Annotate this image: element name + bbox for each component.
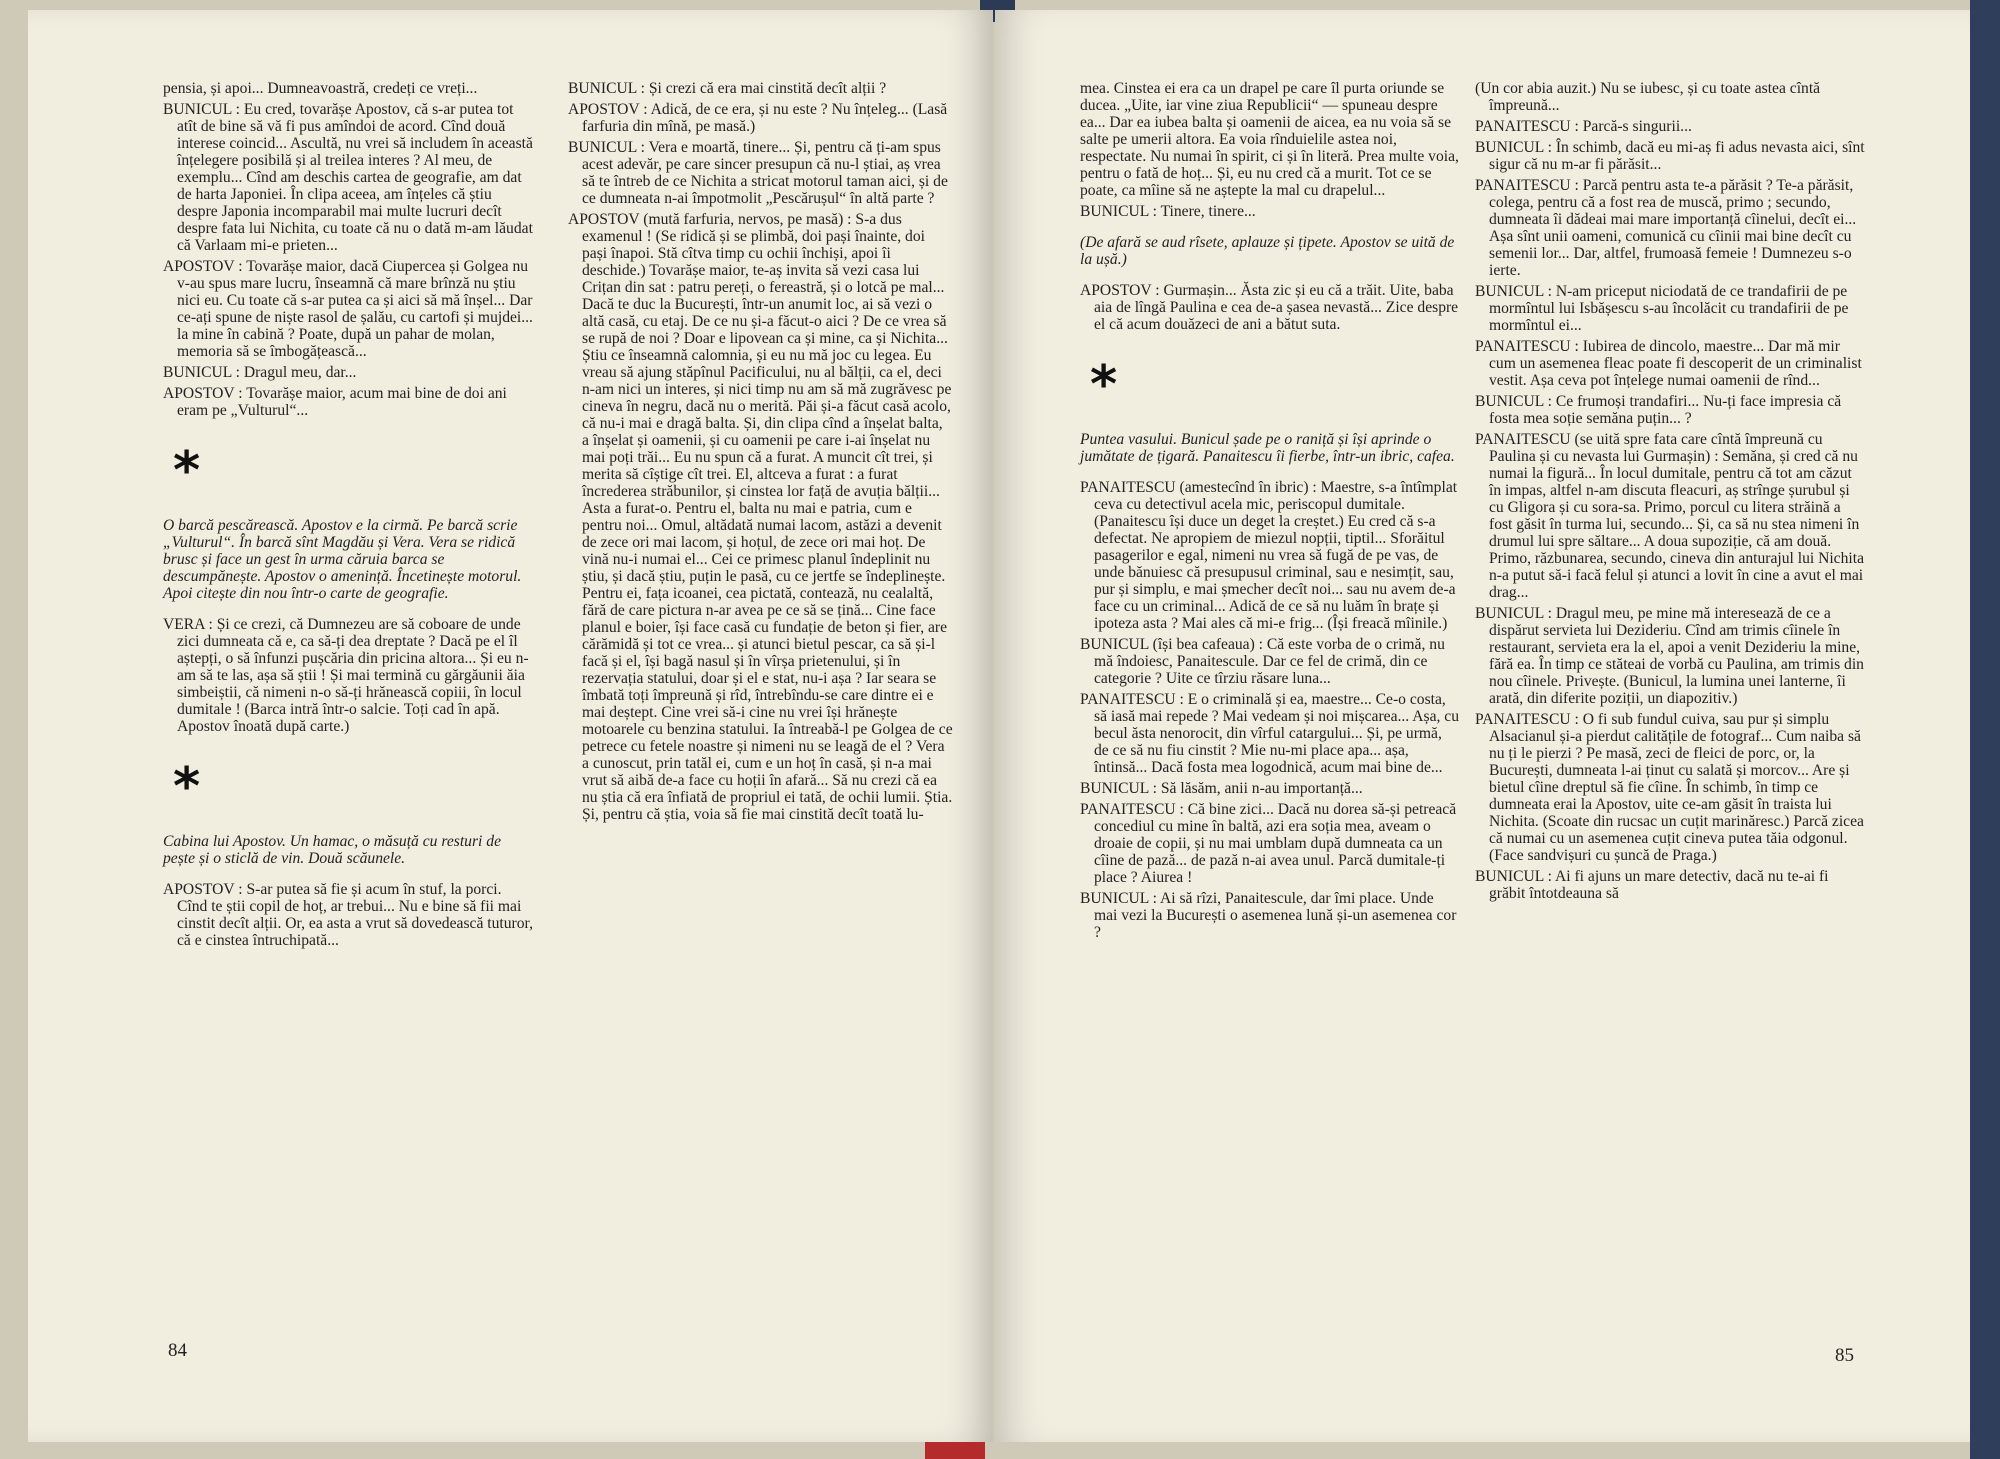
dialogue-line: PANAITESCU : Parcă pentru asta te-a părăsit ? Te-a părăsit, colega, pentru că a fost rea de muscă, primo ; secundo, dumneata îi dădeai mai mare importanță cîinelui, decît ei... Așa sînt unii oameni, comunică cu cîinii mai bine decît cu semenii lor... Dar, altfel, frumoasă femeie ! Dumnezeu s-o ierte. xyxy=(1475,177,1857,279)
scene-break-asterisk: * xyxy=(173,757,201,817)
dialogue-line: PANAITESCU : E o criminală și ea, maestre... Ce-o costa, să iasă mai repede ? Mai vedeam și noi mișcarea... Așa, cu becul ăsta nenorocit, din vîrful catargului... Și, pe urmă, de ce să nu fiu cinstit ? Mie nu-mi place apa... așa, întinsă... Dacă fostа mea logodnică, acum mai bine de... xyxy=(1080,691,1460,776)
dialogue-line: BUNICUL : Ai să rîzi, Panaitescule, dar îmi place. Unde mai vezi la București o asemenea lună și-un asemenea cor ? xyxy=(1080,890,1457,941)
right-page xyxy=(995,10,1970,1442)
dialogue-line: BUNICUL (își bea cafeaua) : Că este vorba de o crimă, nu mă îndoiesc, Panaitescule. Dar ce fel de crimă, din ce categorie ? Uite ce tîrziu răsare luna... xyxy=(1080,636,1445,687)
left-page xyxy=(28,10,993,1442)
continuation-text: mea. Cinstea ei era ca un drapel pe care îl purta oriunde se ducea. „Uite, iar vine ziua Republicii“ — spuneau despre ea... Dar ea iubea balta și oamenii de aicea, ea nu voia să se salte pe umerii altora. Ea voia rînduielile astea noi, respectate. Nu numai în spirit, ci și în literă. Prea multe voia, pentru o fată de hoț... Și, eu nu cred că a murit. Tot ce se poate, ca mîine să ne așteptе la mal cu drapelul... xyxy=(1080,80,1459,199)
stage-direction: Puntea vasului. Bunicul șade pe o raniță și își aprinde o jumătate de țigară. Panaitescu îi fierbe, într-un ibric, cafea. xyxy=(1080,431,1455,465)
dialogue-line: PANAITESCU (amestecînd în ibric) : Maestre, s-a întîmplat ceva cu detectivul acela mic, periscopul dumitale. (Panaitescu își duce un deget la creștet.) Eu cred că s-a defectat. Ne apropiem de miezul nopții, tiptil... Sforăitul pasagerilor e egal, nimeni nu vrea să fugă de pe vas, de unde bănuiesc că presupusul criminal, sau e nesimțit, sau, pur și simplu, e mai șmecher decît noi... sau nu avem de-a face cu un criminal... Adică de ce să nu luăm în brațe și ipoteza asta ? Mai ales că mi-e frig... (Își freacă mîinile.) xyxy=(1080,479,1458,632)
book-cover-edge xyxy=(1970,0,2000,1459)
dialogue-line: VERA : Și ce crezi, că Dumnezeu are să coboare de unde zici dumneata că e, ca să-ți dea dreptate ? Dacă pe el îl aștepți, o să înfunzi pușcăria din pricina altora... Și eu n-am să te las, așa să știi ! Și mai termină cu gărgăunii ăia simbeiștii, că nimeni n-o să-ți hrănească copiii, în locul dumitale ! (Barca intră într-o salcie. Toți cad în apă. Apostov înoată după carte.) xyxy=(163,616,529,735)
stage-direction: (De afară se aud rîsete, aplauze și țipete. Apostov se uită de la ușă.) xyxy=(1080,234,1455,268)
scene-break-asterisk: * xyxy=(173,441,201,501)
right-page-column-2 xyxy=(1475,80,1865,906)
dialogue-line: BUNICUL : Tinere, tinere... xyxy=(1080,203,1256,220)
dialogue-line: (Un cor abia auzit.) Nu se iubesc, și cu toate astea cîntă împreună... xyxy=(1475,80,1821,114)
stage-direction: O barcă pescărească. Apostov e la cirmă. Pe barcă scrie „Vulturul“. În barcă sînt Magdău și Vera. Vera se ridică brusc și face un gest în urma căruia barca se descumpănește. Apostov o amenință. Încetinește motorul. Apoi citește din nou într-o carte de geografie. xyxy=(163,517,522,602)
scene-break-asterisk: * xyxy=(1090,355,1118,415)
dialogue-line: APOSTOV : Tovarășe maior, dacă Ciupercea și Golgea nu v-au spus mare lucru, înseamnă că mare brînză nu știu nici eu. Cu toate că s-ar putea ca și aici să mă înșel... Dar ce-ați spune de niște rasol de șalău, cu cartofi și mujdei... la mine în cabină ? Poate, după un pahar de molan, memoria să se îmbogățească... xyxy=(163,258,533,360)
dialogue-line: BUNICUL : Dragul meu, pe mine mă interesează de ce a dispărut servieta lui Dezideriu. Cînd am trimis cîinele în restaurant, servieta era la el, apoi a venit Dezideriu la mine, fără ea. În timp ce stăteai de vorbă cu Paulina, am trimis din nou cîinele. Privește. (Bunicul, la lumina unei lanterne, îi arată, din diferite poziții, un diapozitiv.) xyxy=(1475,605,1864,707)
dialogue-line: APOSTOV : S-ar putea să fie și acum în stuf, la porci. Cînd te știi copil de hoț, ar trebui... Nu e bine să fii mai cinstit decît alții. Or, ea asta a vrut să dovedească tuturor, că e cinstea întruchipată... xyxy=(163,881,533,949)
dialogue-line: PANAITESCU : Iubirea de dincolo, maestre... Dar mă mir cum un asemenea fleac poate fi descoperit de un criminalist vestit. Așa ceva pot înțelege numai oamenii de rînd... xyxy=(1475,338,1862,389)
stage-direction: Cabina lui Apostov. Un hamac, o măsuță cu resturi de pește și o sticlă de vin. Două scăunele. xyxy=(163,833,501,867)
page-number-right: 85 xyxy=(1835,1345,1854,1366)
dialogue-line: BUNICUL : Ce frumoși trandafiri... Nu-ți face impresia că fosta mea soție semăna puțin... ? xyxy=(1475,393,1842,427)
continuation-text: pensia, și apoi... Dumneavoastră, credeți ce vreți... xyxy=(163,80,478,97)
dialogue-line: PANAITESCU : Că bine zici... Dacă nu dorea să-și petreacă concediul cu mine în baltă, azi era soția mea, aveam o droaie de copii, și nu mai umblam după dumneata ca un cîine de pază... de pază n-ai avea unul. Parcă dumitale-ți place ? Aiurea ! xyxy=(1080,801,1457,886)
right-page-column-1 xyxy=(1080,80,1460,945)
dialogue-line: APOSTOV (mută farfuria, nervos, pe masă) : S-a dus examenul ! (Se ridică și se plimbă, doi pași înainte, doi pași înapoi. Stă cîtva timp cu ochii închiși, apoi îi deschide.) Tovarășe maior, te-aș invita să vezi casa lui Crițan din sat : patru pereți, o fereastră, și o lotcă pe mal... Dacă te duc la București, într-un anumit loc, ai să vezi o altă casă, cu etaj. De ce nu și-a făcut-o aici ? De ce vrea să se rupă de noi ? Doar e lipovean ca și mine, ca și Nichita... Știu ce înseamnă calomnia, și eu nu mă joc cu legea. Eu vreau să ajung stăpînul Pacificului, nu al bălții, ca el, deci n-am nici un interes, și nici timp nu am să mă zugrăvesc pe cineva în negru, dacă nu o merită. Păi și-a făcut casă acolo, că nu-i mai e dragă balta. Și, din clipa cînd a înșelat balta, a înșelat și oamenii, și cu oamenii pe care i-ai înșelat nu mai poți trăi... Eu nu spun că a furat. A muncit cît trei, și merita să cîștige cît trei. El, altceva a furat : a furat încrederea străbunilor, și cinstea lor față de avuția bălții... Asta a furat-o. Pentru el, balta nu mai e patria, cum e pentru noi... Omul, altădată numai lacom, astăzi a devenit de zece ori mai lacom, și hoțul, de zece ori mai hoț. De vină nu-i numai el... Cei ce primesc planul îndeplinit nu știu, și dacă știu, puțin le pasă, cu ce jertfe se îndeplinește. Pentru ei, fața icoanei, cea pictată, contează, nu cealaltă, fără de care pictura n-ar avea pe ce să se țină... Cine face planul e boier, își face casă cu fundație de beton și fier, are cărămidă și tot ce vrea... și atunci bietul pescar, ca să și-l facă și el, își bagă nasul și în vîrșa prietenului, și în rezervația statului, doar și el e stat, nu-i așa ? Iar seara se îmbată toți împreună și rîd, întrebîndu-se care dintre ei e mai deștept. Cine vrei să-i cine nu vrei își hrănește motoarele cu benzina statului. Ia întreabă-l pe Golgea de ce petrece cu fetele noastre și nimeni nu se leagă de el ? Vera a cunoscut, prin tatăl ei, cum e un hoț în casă, și n-a mai vrut să aibă de-a face cu hoții în afară... Să nu crezi că ea nu știa că era înfiată de propriul ei tată, de ochii lumii. Știa. Și, pentru că știa, voia să fie mai cinstită decît toată lu- xyxy=(568,211,953,823)
dialogue-line: PANAITESCU : Parcă-s singurii... xyxy=(1475,118,1692,135)
dialogue-line: BUNICUL : Eu cred, tovarășe Apostov, că s-ar putea tot atît de bine să vă fi pus amîndoi de acord. Cînd două interese coincid... Ascultă, nu vrei să includem în această înțelegere posibilă și al treilea interes ? Al meu, de exemplu... Cînd am deschis cartea de geografie, am dat de harta Japoniei. În clipa aceea, am înțeles că știu despre Japonia incomparabil mai multe lucruri decît despre fata lui Nichita, cu toate că nu o dată m-am lăudat că Varlaam mi-e prieten... xyxy=(163,101,533,254)
dialogue-line: APOSTOV : Gurmașin... Ăsta zic și eu că a trăit. Uite, baba aia de lîngă Paulina e cea de-a șasea nevastă... Zice despre el că acum douăzeci de ani a bătut suta. xyxy=(1080,282,1459,333)
dialogue-line: PANAITESCU : O fi sub fundul cuiva, sau pur și simplu Alsacianul și-a pierdut calitățile de fotograf... Cum naiba să nu ți le pierzi ? Pe masă, zeci de fleici de porc, or, la București, dumneata l-ai ținut cu salată și morcov... Are și bietul cîine dreptul să fie cîine. În schimb, în timp ce dumneata erai la Apostov, uite ce-am găsit în traista lui Nichita. (Scoate din rucsac un cuțit marinăresc.) Parcă zicea că numai cu un asemenea cuțit cineva putea tăia odgonul. (Face sandvișuri cu șuncă de Praga.) xyxy=(1475,711,1864,864)
left-page-column-2 xyxy=(568,80,953,827)
left-page-column-1 xyxy=(163,80,533,953)
dialogue-line: PANAITESCU (se uită spre fata care cîntă împreună cu Paulina și cu nevasta lui Gurmașin) : Semăna, și cred că nu numai la figură... În locul dumitale, pentru că tot am căzut în impas, altfel n-am discuta fleacuri, aș strînge șurubul și cu Gligora și cu sora-sa. Primo, porcul cu litera străină a fost găsit în turma lui, secundo... Și, ca să nu stea nimeni în drumul lui spre săltare... A doua supoziție, că am două. Primo, răzbunarea, secundo, cineva din anturajul lui Nichita n-a putut să-i facă felul și atunci a lovit în cine a avut el mai drag... xyxy=(1475,431,1864,601)
dialogue-line: BUNICUL : Și crezi că era mai cinstită decît alții ? xyxy=(568,80,887,97)
dialogue-line: APOSTOV : Tovarășe maior, acum mai bine de doi ani eram pe „Vulturul“... xyxy=(163,385,507,419)
dialogue-line: BUNICUL : Ai fi ajuns un mare detectiv, dacă nu te-ai fi grăbit întotdeauna să xyxy=(1475,868,1829,902)
bookmark-ribbon xyxy=(925,1440,985,1459)
page-number-left: 84 xyxy=(168,1340,187,1361)
dialogue-line: BUNICUL : N-am priceput niciodată de ce trandafirii de pe mormîntul lui Isbășescu s-au încolăcit cu trandafirii de pe mormîntul ei... xyxy=(1475,283,1849,334)
dialogue-line: BUNICUL : Să lăsăm, anii n-au importanță... xyxy=(1080,780,1363,797)
dialogue-line: APOSTOV : Adică, de ce era, și nu este ? Nu înțeleg... (Lasă farfuria din mînă, pe masă.) xyxy=(568,101,948,135)
dialogue-line: BUNICUL : În schimb, dacă eu mi-aș fi adus nevasta aici, sînt sigur că nu m-ar fi părăsit... xyxy=(1475,139,1865,173)
dialogue-line: BUNICUL : Dragul meu, dar... xyxy=(163,364,357,381)
dialogue-line: BUNICUL : Vera e moartă, tinere... Și, pentru că ți-am spus acest adevăr, pe care sincer presupun că nu-l știai, aș vrea să te întreb de ce Nichita a stricat motorul taman aici, și de ce dumneata n-ai împotmolit „Pescărușul“ în altă parte ? xyxy=(568,139,948,207)
